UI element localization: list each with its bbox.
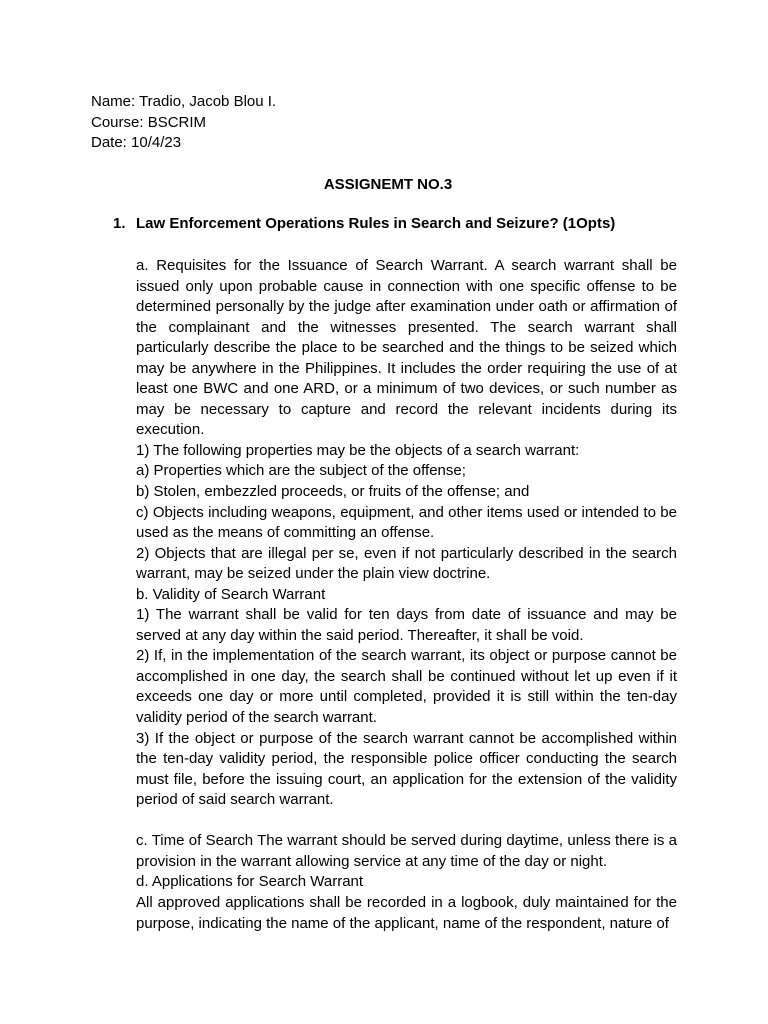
paragraph-validity-heading: b. Validity of Search Warrant [136,585,326,603]
student-name: Name: Tradio, Jacob Blou I. [91,93,277,110]
question-heading [113,214,615,234]
paragraph-item-b: b) Stolen, embezzled proceeds, or fruits of the offense; and [136,483,530,501]
paragraph-validity-3: 3) If the object or purpose of the search warrant cannot be accomplished within the ten-day validity period, the responsible police officer conducting the search must file, before the issuing court, an application for the extension of the validity period of said search warrant. [136,729,677,809]
paragraph-objects-intro: 1) The following properties may be the objects of a search warrant: [136,441,580,459]
paragraph-time-of-search: c. Time of Search The warrant should be served during daytime, unless there is a provision in the warrant allowing service at any time of the day or night. [136,832,677,870]
assignment-title: ASSIGNEMT NO.3 [323,176,453,193]
paragraph-spacer [136,811,677,832]
paragraph-item-a: a) Properties which are the subject of the offense; [136,462,466,480]
paragraph-validity-2: 2) If, in the implementation of the search warrant, its object or purpose cannot be accomplished in one day, the search shall be continued without let up even if it exceeds one day or more until completed, provided it is still within the ten-day validity period of the search warrant. [136,647,677,727]
submission-date: Date: 10/4/23 [91,134,182,151]
question-number: 1. [113,215,126,232]
answer-body [136,256,677,934]
paragraph-item-c: c) Objects including weapons, equipment, and other items used or intended to be used as the means of committing an offense. [136,503,677,542]
paragraph-validity-1: 1) The warrant shall be valid for ten days from date of issuance and may be served at any day within the said period. Thereafter, it shall be void. [136,606,677,644]
paragraph-plain-view: 2) Objects that are illegal per se, even if not particularly described in the search warrant, may be seized under the plain view doctrine. [136,544,677,583]
paragraph-applications-heading: d. Applications for Search Warrant [136,873,364,891]
student-course: Course: BSCRIM [91,113,207,131]
paragraph-applications-body: All approved applications shall be recorded in a logbook, duly maintained for the purpose, indicating the name of the applicant, name of the respondent, nature of [136,893,677,932]
question-text: Law Enforcement Operations Rules in Search and Seizure? (1Opts) [136,215,616,232]
student-info [91,92,276,154]
paragraph-requisites: a. Requisites for the Issuance of Search Warrant. A search warrant shall be issued only upon probable cause in connection with one specific offense to be determined personally by the judge after examination under oath or affirmation of the complainant and the witnesses presented. The search warrant shall particularly describe the place to be searched and the things to be seized which may be anywhere in the Philippines. It includes the order requiring the use of at least one BWC and one ARD, or a minimum of two devices, or such number as may be necessary to capture and record the relevant incidents during its execution. [136,257,677,439]
